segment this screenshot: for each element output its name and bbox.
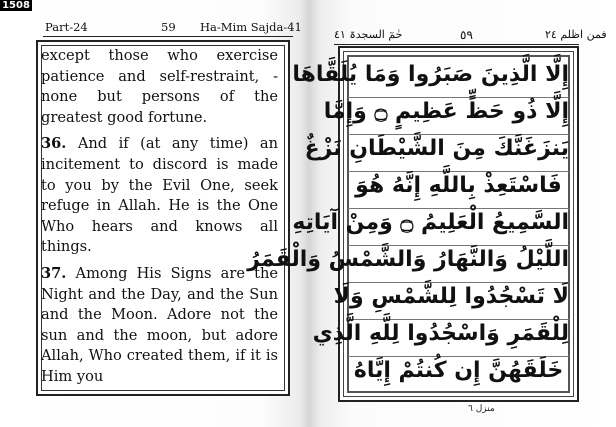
left-header-surah: Ha-Mim Sajda-41	[200, 20, 302, 34]
verse-number: 37.	[41, 264, 67, 282]
right-header-surah: حٰمٓ السجدۃ ٤١	[334, 28, 403, 41]
left-header-page-number: 59	[161, 20, 176, 34]
arabic-line: لِلْقَمَرِ وَاسْجُدُوا لِلَّهِ الَّذِي	[348, 315, 569, 357]
page-number-badge: 1508	[0, 0, 32, 11]
arabic-line: خَلَقَهُنَّ إِن كُنتُمْ إِيَّاهُ	[353, 358, 564, 383]
right-footer-manzil: منزل ٦	[468, 404, 495, 414]
arabic-line: إِلَّا الَّذِينَ صَبَرُوا وَمَا يُلَقَّاهَا	[348, 56, 569, 98]
translation-text	[41, 46, 278, 386]
arabic-line: يَنزَغَنَّكَ مِنَ الشَّيْطَانِ نَزْغٌ	[348, 130, 569, 172]
arabic-line: اللَّيْلُ وَالنَّهَارُ وَالشَّمْسُ وَالْقَمَرُ	[348, 241, 569, 283]
paragraph-verse-36	[41, 134, 278, 258]
verse-text: Among His Signs are the Night and the Day, and the Sun and the Moon. Adore not the sun and the moon, but adore Allah, Who created them, if it is Him you	[41, 264, 278, 385]
arabic-text	[247, 56, 569, 392]
paragraph-continuation	[41, 46, 278, 128]
left-header-part: Part-24	[45, 20, 88, 34]
arabic-line: فَاسْتَعِذْ بِاللَّهِ إِنَّهُ هُوَ	[348, 167, 569, 209]
arabic-line: لَا تَسْجُدُوا لِلشَّمْسِ وَلَا	[348, 278, 569, 320]
right-header-rule	[334, 44, 579, 45]
arabic-line: إِلَّا ذُو حَظٍّ عَظِيمٍ ۝ وَإِمَّا	[348, 93, 569, 135]
verse-number: 36.	[41, 135, 67, 153]
verse-text: except those who exercise patience and self-restraint, - none but persons of the greatest good fortune.	[41, 47, 278, 126]
right-header-part: فمن اظلم ٢٤	[545, 28, 607, 41]
arabic-line: السَّمِيعُ الْعَلِيمُ ۝ وَمِنْ آيَاتِهِ	[348, 204, 569, 246]
left-header-rule	[43, 36, 293, 37]
right-header-page-number: ٥٩	[460, 28, 473, 42]
verse-text: And if (at any time) an incitement to discord is made to you by the Evil One, seek refuge in Allah. He is the One Who hears and knows all things.	[41, 135, 278, 256]
paragraph-verse-37	[41, 264, 278, 388]
